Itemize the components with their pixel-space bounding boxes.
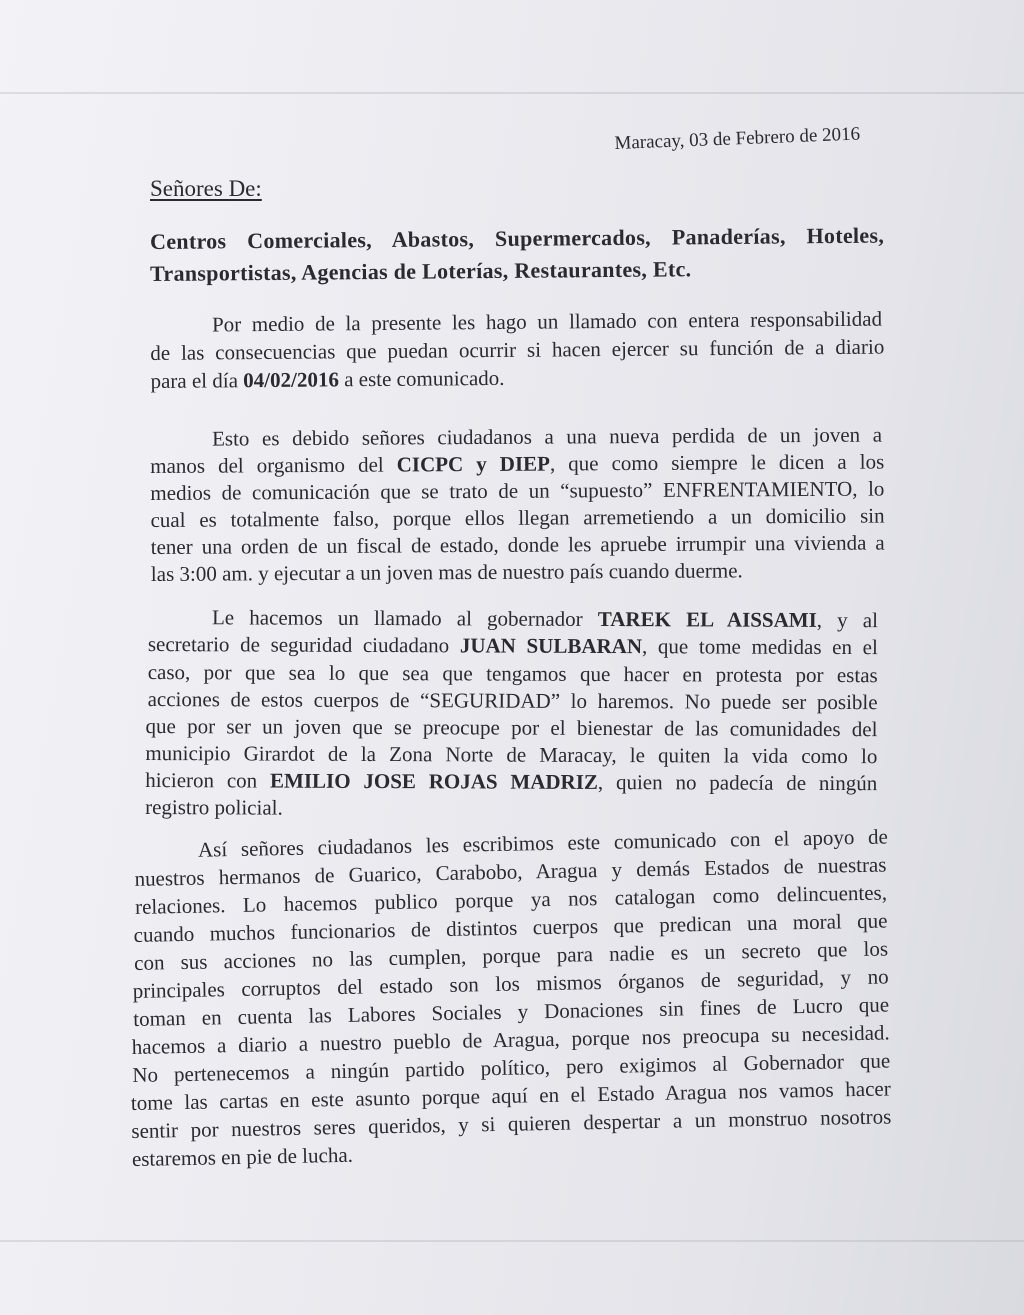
text-run: , que tome medidas en el [641, 634, 878, 660]
text-run: para el día [150, 368, 244, 393]
text-run: hicieron con [145, 767, 271, 793]
paragraph-4-line: cuando muchos funcionarios de distintos cuerpos que predican una moral que [133, 908, 888, 947]
victim-name: EMILIO JOSE ROJAS MADRIZ [270, 768, 598, 794]
paragraph-3-line: municipio Girardot de la Zona Norte de Maracay, le quiten la vida como lo [145, 740, 878, 769]
text-run: , quien no padecía de ningún [597, 769, 878, 796]
paragraph-4-line: estaremos en pie de lucha. [131, 1142, 354, 1172]
paragraph-3-line [145, 767, 877, 797]
paragraph-4-line: nuestros hermanos de Guarico, Carabobo, Aragua y demás Estados de nuestras [134, 852, 887, 891]
paragraph-4-line: sentir por nuestros seres queridos, y si quieren despertar a un monstruo nosotros [131, 1104, 892, 1144]
paragraph-2-line: las 3:00 am. y ejecutar a un joven mas de nuestro país cuando duerme. [150, 558, 743, 586]
text-run: a este comunicado. [338, 365, 505, 392]
text-run: secretario de seguridad ciudadano [147, 632, 460, 658]
paragraph-3-line [148, 631, 878, 661]
paragraph-3-line: registro policial. [145, 794, 283, 820]
highlighted-date: 04/02/2016 [243, 367, 340, 393]
paragraph-4-line: Así señores ciudadanos les escribimos este comunicado con el apoyo de [197, 824, 889, 862]
paragraph-4-line: toman en cuenta las Labores Sociales y Donaciones sin fines de Lucro que [133, 992, 890, 1031]
letter-date: Maracay, 03 de Febrero de 2016 [614, 123, 861, 154]
paragraph-1-line: Por medio de la presente les hago un llamado con entera responsabilidad [211, 306, 883, 337]
paragraph-1-line [150, 365, 504, 395]
governor-name: TAREK EL AISSAMI [597, 606, 817, 632]
paragraph-2-line: medios de comunicación que se trato de un “supuesto” ENFRENTAMIENTO, lo [150, 476, 885, 505]
text-run: , que como siempre le dicen a los [549, 449, 885, 476]
paragraph-4-line: con sus acciones no las cumplen, porque para nadie es un secreto que los [133, 936, 889, 975]
paragraph-3-line [212, 604, 878, 634]
paragraph-2-line: cual es totalmente falso, porque ellos llegan arremetiendo a un domicilio sin [150, 503, 885, 532]
paragraph-4-line: tome las cartas en este asunto porque aquí en el Estado Aragua nos vamos hacer [130, 1076, 891, 1116]
recipients-line-2: Transportistas, Agencias de Loterías, Restaurantes, Etc. [150, 256, 692, 286]
paragraph-4-line: No pertenecemos a ningún partido político, pero exigimos al Gobernador que [132, 1048, 891, 1087]
paragraph-3-line: caso, por que sea lo que sea que tengamos que hacer en protesta por estas [147, 660, 878, 688]
paragraph-1-line: de las consecuencias que puedan ocurrir si hacen ejercer su función de a diario [150, 334, 885, 365]
recipients-line-1: Centros Comerciales, Abastos, Supermercados, Panaderías, Hoteles, [150, 222, 885, 254]
text-run: Le hacemos un llamado al gobernador [211, 605, 598, 631]
paragraph-3-line: acciones de estos cuerpos de “SEGURIDAD” lo haremos. No puede ser posible [147, 687, 878, 715]
paragraph-4-line: hacemos a diario a nuestro pueblo de Aragua, porque nos preocupa su necesidad. [131, 1020, 890, 1059]
salutation: Señores De: [150, 176, 262, 201]
paper-fold-line [0, 92, 1024, 94]
text-run: , y al [816, 607, 879, 633]
paragraph-4-line: principales corruptos del estado son los mismos órganos de seguridad, y no [132, 964, 889, 1003]
paragraph-4-line: relaciones. Lo hacemos publico porque ya nos catalogan como delincuentes, [134, 880, 888, 919]
paragraph-3-line: que por ser un joven que se preocupe por el bienestar de las comunidades del [145, 713, 878, 742]
secretary-name: JUAN SULBARAN [459, 633, 643, 659]
text-run: manos del organismo del [150, 452, 397, 478]
paper-fold-line [0, 1240, 1024, 1242]
paragraph-2-line: tener una orden de un fiscal de estado, donde les apruebe irrumpir una vivienda a [150, 530, 885, 559]
paragraph-2-line: Esto es debido señores ciudadanos a una nueva perdida de un joven a [211, 422, 883, 451]
organization-names: CICPC y DIEP [396, 451, 551, 477]
